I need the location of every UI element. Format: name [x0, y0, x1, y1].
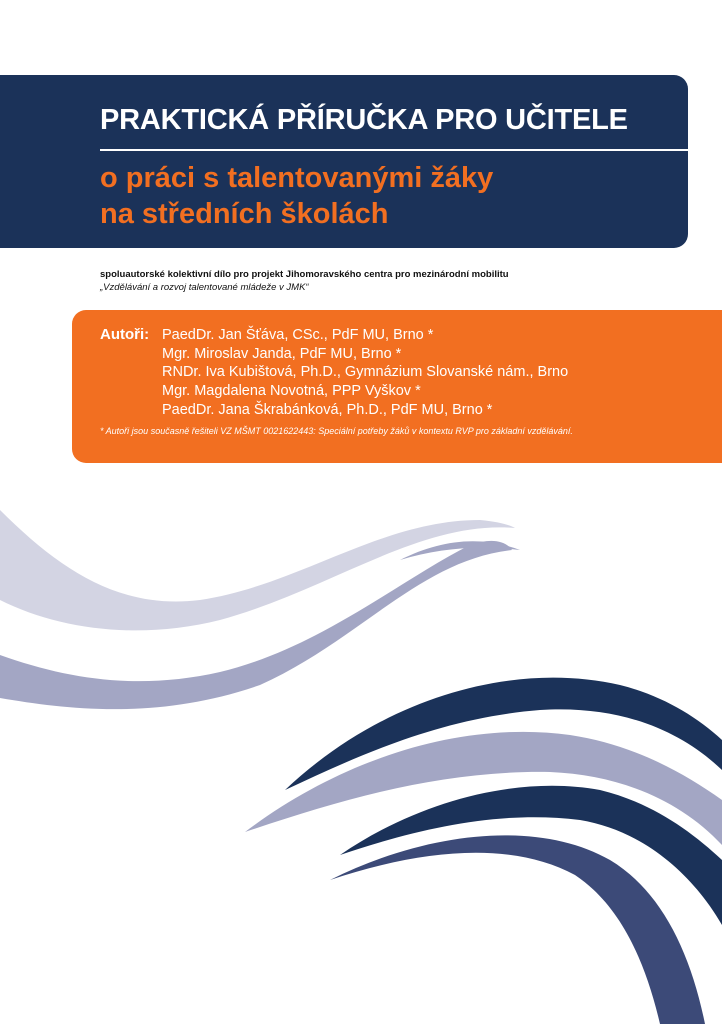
project-info-line-2: „Vzdělávání a rozvoj talentované mládeže v JMK“ — [100, 282, 309, 293]
author-item: PaedDr. Jan Šťáva, CSc., PdF MU, Brno * — [162, 327, 434, 343]
wave-slate — [330, 835, 705, 1024]
page-title: PRAKTICKÁ PŘÍRUČKA PRO UČITELE — [100, 104, 628, 136]
authors-footnote: * Autoři jsou současně řešiteli VZ MŠMT 0021622443: Speciální potřeby žáků v kontextu RVP pro základní vzdělávání. — [100, 426, 573, 436]
subtitle-line-1: o práci s talentovanými žáky — [100, 162, 494, 194]
author-item: Mgr. Miroslav Janda, PdF MU, Brno * — [162, 345, 402, 362]
project-info-line-1: spoluautorské kolektivní dílo pro projekt Jihomoravského centra pro mezinárodní mobilitu — [100, 269, 509, 280]
subtitle-line-2: na středních školách — [100, 198, 389, 230]
author-item: PaedDr. Jana Škrabánková, Ph.D., PdF MU, Brno * — [162, 401, 493, 418]
authors-label: Autoři: — [100, 326, 150, 343]
author-item: RNDr. Iva Kubištová, Ph.D., Gymnázium Slovanské nám., Brno — [162, 364, 569, 381]
author-item: Mgr. Magdalena Novotná, PPP Vyškov * — [162, 383, 421, 400]
